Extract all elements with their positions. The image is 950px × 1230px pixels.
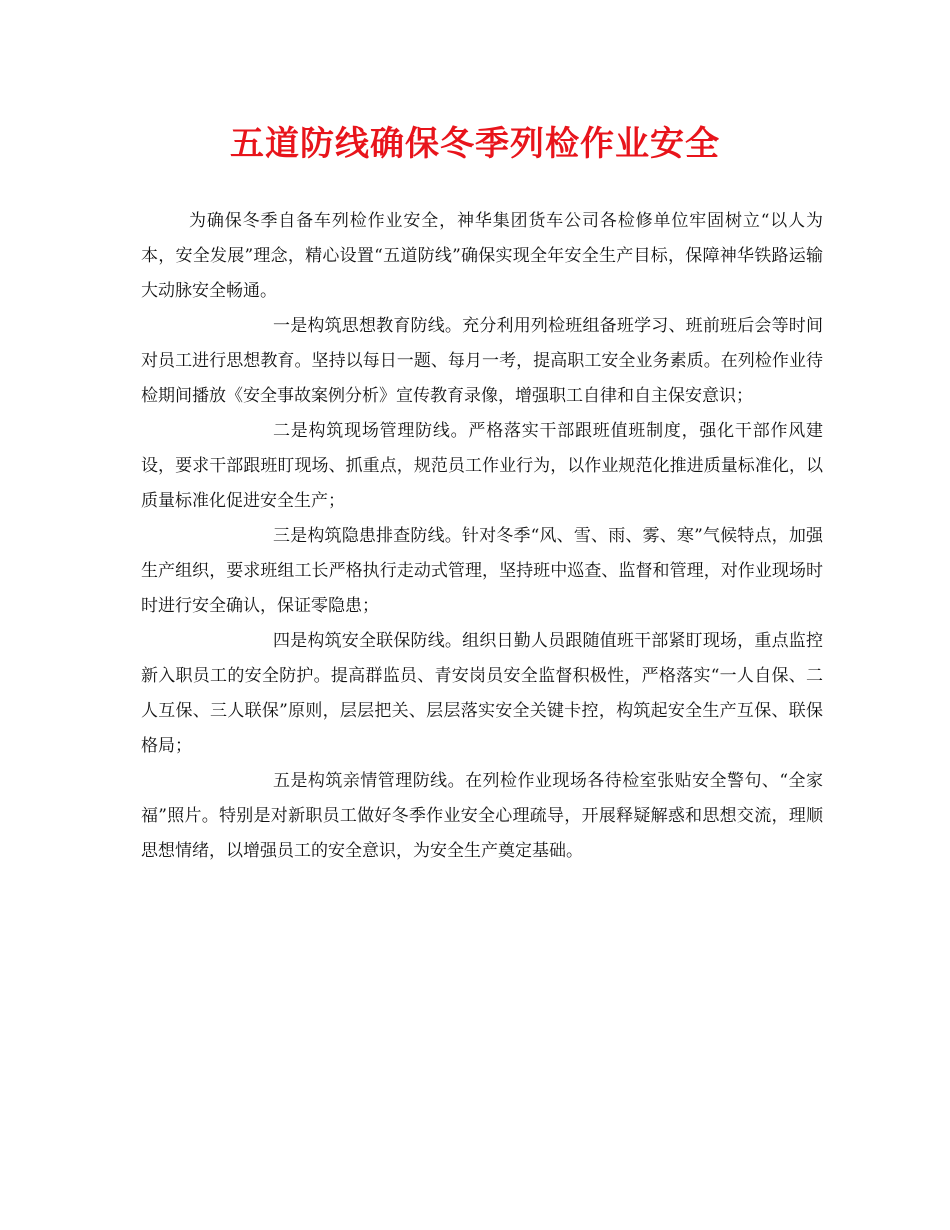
defense-line-1-paragraph: 一是构筑思想教育防线。充分利用列检班组备班学习、班前班后会等时间对员工进行思想教育。坚持以每日一题、每月一考，提高职工安全业务素质。在列检作业待检期间播放《安全事故案例分析》宣传教育录像，增强职工自律和自主保安意识； (141, 316, 823, 406)
defense-line-4-paragraph: 四是构筑安全联保防线。组织日勤人员跟随值班干部紧盯现场，重点监控新入职员工的安全防护。提高群监员、青安岗员安全监督积极性，严格落实“一人自保、二人互保、三人联保”原则，层层把关、层层落实安全关键卡控，构筑起安全生产互保、联保格局； (141, 631, 823, 756)
defense-line-3-paragraph: 三是构筑隐患排查防线。针对冬季“风、雪、雨、雾、寒”气候特点，加强生产组织，要求班组工长严格执行走动式管理，坚持班中巡查、监督和管理，对作业现场时时进行安全确认，保证零隐患； (141, 526, 823, 616)
defense-line-5-paragraph: 五是构筑亲情管理防线。在列检作业现场各待检室张贴安全警句、“全家福”照片。特别是对新职员工做好冬季作业安全心理疏导，开展释疑解惑和思想交流，理顺思想情绪，以增强员工的安全意识，为安全生产奠定基础。 (141, 771, 823, 861)
defense-line-2-paragraph: 二是构筑现场管理防线。严格落实干部跟班值班制度，强化干部作风建设，要求干部跟班盯现场、抓重点，规范员工作业行为，以作业规范化推进质量标准化，以质量标准化促进安全生产； (141, 421, 823, 511)
intro-paragraph: 为确保冬季自备车列检作业安全，神华集团货车公司各检修单位牢固树立“以人为本，安全发展”理念，精心设置“五道防线”确保实现全年安全生产目标，保障神华铁路运输大动脉安全畅通。 (141, 211, 823, 301)
document-body (141, 204, 823, 869)
document-title: 五道防线确保冬季列检作业安全 (230, 124, 720, 164)
